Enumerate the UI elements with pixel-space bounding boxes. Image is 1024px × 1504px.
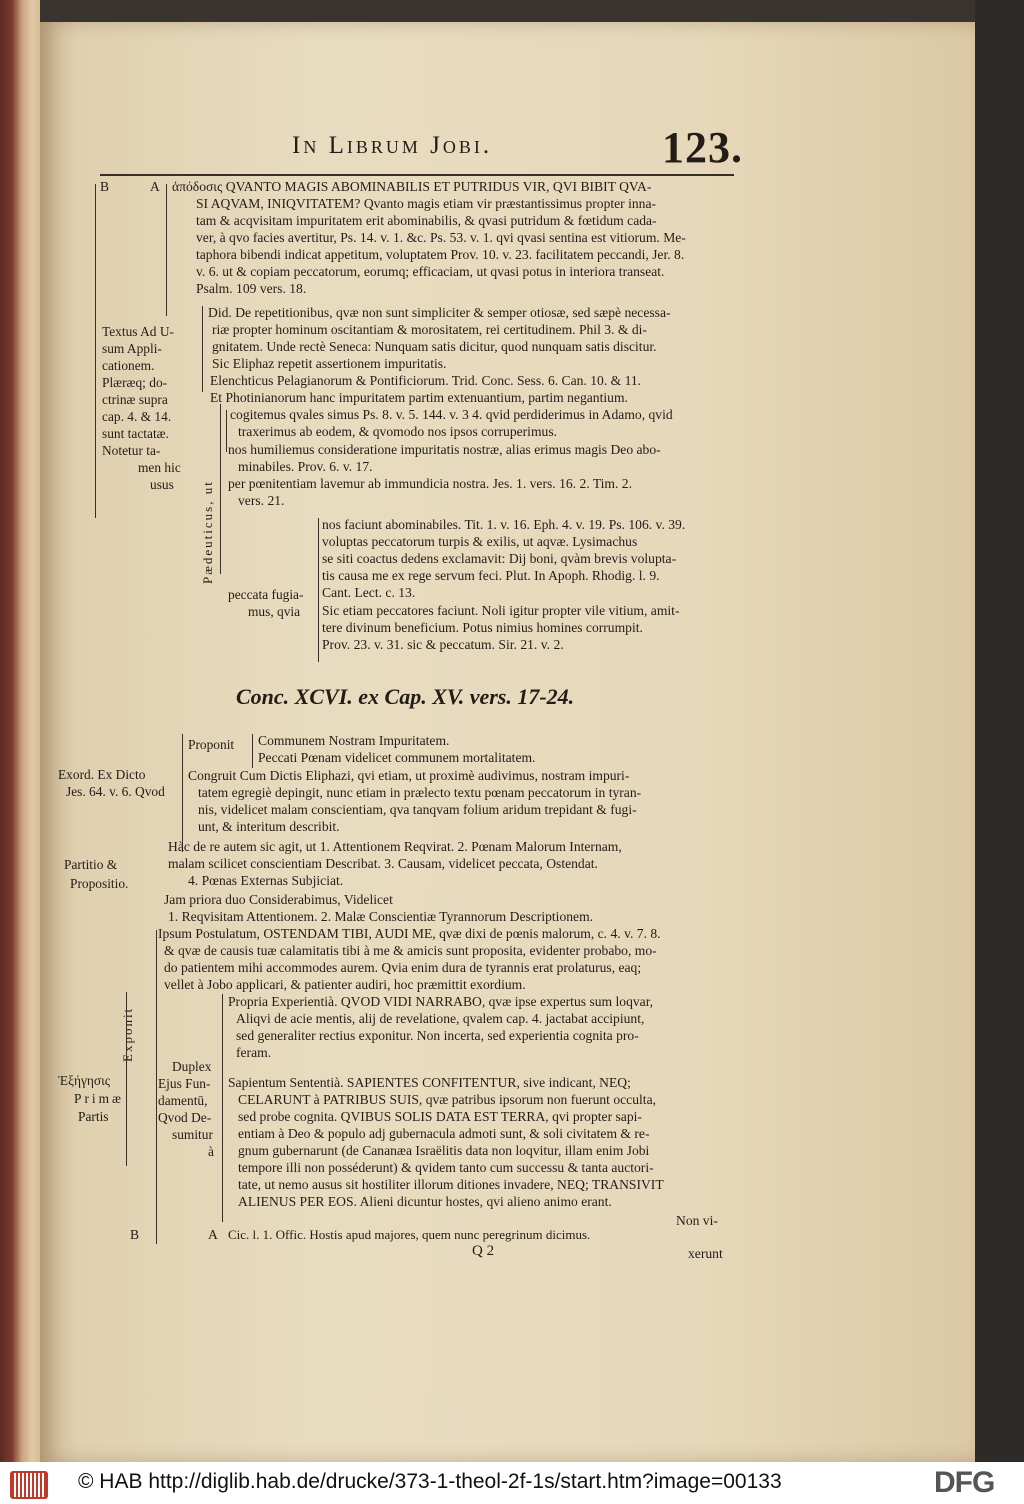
sapientum-line: sed probe cognita. QVIBUS SOLIS DATA EST TERRA, qvi propter sapi-: [238, 1109, 642, 1124]
paed-line: traxerimus ab eodem, & qvomodo nos ipsos corruperimus.: [238, 424, 558, 439]
proponit-item: Communem Nostram Impuritatem.: [258, 733, 450, 748]
margin-note: sum Appli-: [102, 341, 162, 356]
bracket-paed: [220, 404, 221, 574]
duplex-label: Qvod De-: [158, 1110, 212, 1125]
margin-note: Notetur ta-: [102, 443, 161, 458]
bottom-marker-b: B: [130, 1227, 140, 1242]
peccata-label: peccata fugia-: [228, 587, 304, 602]
header-rule: [100, 174, 734, 176]
jam-line: Jam priora duo Considerabimus, Videlicet: [164, 892, 393, 907]
sapientum-line: CELARUNT à PATRIBUS SUIS, qvæ patribus ipsorum non fuerunt occulta,: [238, 1092, 656, 1107]
section1-line: SI AQVAM, INIQVITATEM? Qvanto magis etiam vir præstantissimus propter inna-: [196, 196, 657, 211]
background-right: [975, 0, 1024, 1462]
exegesis-margin: Ἐξήγησις: [58, 1073, 111, 1088]
proponit-label: Proponit: [188, 737, 235, 752]
page-number: 123.: [662, 123, 743, 172]
congruit-line: Congruit Cum Dictis Eliphazi, qvi etiam, ut proximè audivimus, nostram impuri-: [188, 768, 630, 783]
section1-line: Psalm. 109 vers. 18.: [196, 281, 307, 296]
peccata-line: voluptas peccatorum turpis & exilis, ut aqvæ. Lysimachus: [322, 534, 638, 549]
ipsum-line: do patientem mihi accommodes aurem. Qvia enim dura de tyrannis erat prolaturus, eaq;: [164, 960, 642, 975]
signature-mark: Q 2: [472, 1243, 495, 1259]
peccata-line: Cant. Lect. c. 13.: [322, 585, 416, 600]
peccata-line: tere divinum beneficium. Potus nimius homines corrumpit.: [322, 620, 643, 635]
req-line: 1. Reqvisitam Attentionem. 2. Malæ Conscientiæ Tyrannorum Descriptionem.: [168, 909, 594, 924]
congruit-line: unt, & interitum describit.: [198, 819, 340, 834]
bracket-exponit: [126, 992, 127, 1166]
sapientum-line: tempore illi non posséderunt) & qvidem tanto cum successu & tanta auctori-: [238, 1160, 654, 1175]
sapientum-line: Sapientum Sententià. SAPIENTES CONFITENTUR, sive indicant, NEQ;: [228, 1075, 631, 1090]
footer-bar: [0, 1462, 1024, 1504]
partitio-margin: Partitio &: [64, 857, 118, 872]
marker-b: B: [100, 179, 110, 194]
peccata-label: mus, qvia: [248, 604, 301, 619]
margin-note: sunt tactatæ.: [102, 426, 169, 441]
peccata-line: tis causa me ex rege servum feci. Plut. In Apoph. Rhodig. l. 9.: [322, 568, 660, 583]
ipsum-line: & qvæ de causis tuæ calamitatis tibi à me & amicis sunt proposita, evidenter probabo, mo-: [164, 943, 657, 958]
bracket-proponit: [252, 734, 253, 768]
marker-a: A: [150, 179, 160, 194]
duplex-label: sumitur: [172, 1127, 213, 1142]
bracket-duplex: [222, 994, 223, 1222]
paed-line: per pœnitentiam lavemur ab immundicia nostra. Jes. 1. vers. 16. 2. Tim. 2.: [228, 476, 632, 491]
duplex-label: damentū,: [158, 1093, 208, 1108]
partitio-line: malam scilicet conscientiam Describat. 3. Causam, videlicet peccata, Ostendat.: [168, 856, 598, 871]
conc-title: Conc. XCVI. ex Cap. XV. vers. 17-24.: [236, 684, 575, 709]
sapientum-line: entiam à Deo & populo adj gubernacula admoti sunt, & soli civitatem & re-: [238, 1126, 650, 1141]
running-header: In Librum Jobi.: [292, 132, 493, 159]
margin-note: cap. 4. & 14.: [102, 409, 172, 424]
elench-line: Elenchticus Pelagianorum & Pontificiorum. Trid. Conc. Sess. 6. Can. 10. & 11.: [210, 373, 642, 388]
section1-line: ver, à qvo facies avertitur, Ps. 14. v. 1. &c. Ps. 53. v. 1. qvi qvasi sentina est vitiorum. Me-: [196, 230, 686, 245]
paed-line: cogitemus qvales simus Ps. 8. v. 5. 144. v. 3 4. qvid perdiderimus in Adamo, qvid: [230, 407, 673, 422]
catchword: xerunt: [688, 1246, 723, 1261]
cic-line: Cic. l. 1. Offic. Hostis apud majores, quem nunc peregrinum dicimus.: [228, 1227, 591, 1242]
propria-line: sed generaliter rectius exponitur. Non incerta, sed experientia cognita pro-: [236, 1028, 639, 1043]
section1-line: tam & acqvisitam impuritatem erit abominabilis, & qvasi putridum & fœtidum cada-: [196, 213, 657, 228]
exegesis-margin: Partis: [78, 1109, 109, 1124]
partitio-line: Hàc de re autem sic agit, ut 1. Attentionem Reqvirat. 2. Pœnam Malorum Internam,: [168, 839, 622, 854]
bracket-paed-1: [226, 410, 227, 452]
paed-line: vers. 21.: [238, 493, 285, 508]
bracket-ipsum: [156, 930, 157, 1244]
margin-note: ctrinæ supra: [102, 392, 168, 407]
paed-line: nos humiliemus consideratione impuritatis nostræ, alias erimus magis Deo abo-: [228, 442, 661, 457]
ipsum-line: vellet à Jobo applicari, & patienter audiri, hoc præmittit exordium.: [164, 977, 526, 992]
margin-note: men hic: [138, 460, 181, 475]
sapientum-line: gnum gubernarunt (de Cananæa Israëlitis data non loqvitur, illam enim Jobi: [238, 1143, 650, 1158]
paed-label: Pædeuticus, ut: [200, 480, 215, 584]
did-line: Sic Eliphaz repetit assertionem impuritatis.: [212, 356, 447, 371]
hab-barcode-icon: [10, 1471, 48, 1499]
exegesis-margin: Primæ: [74, 1091, 124, 1106]
peccata-line: Sic etiam peccatores faciunt. Noli igitur propter vile vitium, amit-: [322, 603, 680, 618]
partitio-margin: Propositio.: [70, 876, 129, 891]
bracket-exord: [182, 734, 183, 852]
proponit-item: Peccati Pœnam videlicet communem mortalitatem.: [258, 750, 536, 765]
peccata-line: se siti coactus dedens exclamavit: Dij boni, qvàm brevis volupta-: [322, 551, 677, 566]
adjacent-page-edge: [0, 0, 40, 1462]
footer-url[interactable]: © HAB http://diglib.hab.de/drucke/373-1-theol-2f-1s/start.htm?image=00133: [78, 1470, 782, 1493]
sapientum-line: tate, ut nemo ausus sit hostiliter illorum ditiones invadere, NEQ; TRANSIVIT: [238, 1177, 664, 1192]
book-page: [40, 22, 975, 1462]
bottom-marker-a: A: [208, 1227, 218, 1242]
partitio-line: 4. Pœnas Externas Subjiciat.: [188, 873, 344, 888]
sapientum-line: ALIENUS PER EOS. Alieni dicuntur hostes, qvi alieno animo erant.: [238, 1194, 612, 1209]
bracket-textus: [202, 306, 203, 392]
exponit-label: Exponit: [120, 1006, 135, 1062]
peccata-line: Prov. 23. v. 31. sic & peccatum. Sir. 21. v. 2.: [322, 637, 564, 652]
congruit-line: nis, videlicet malam conscientiam, qva tanqvam folium aridum trepidant & fugi-: [198, 802, 637, 817]
peccata-line: nos faciunt abominabiles. Tit. 1. v. 16. Eph. 4. v. 19. Ps. 106. v. 39.: [322, 517, 686, 532]
ipsum-line: Ipsum Postulatum, OSTENDAM TIBI, AUDI ME, qvæ dixi de pœnis malorum, c. 4. v. 7. 8.: [158, 926, 661, 941]
section1-line: ἀπόδοσις QVANTO MAGIS ABOMINABILIS ET PUTRIDUS VIR, QVI BIBIT QVA-: [172, 179, 652, 194]
margin-note: Textus Ad U-: [102, 324, 174, 339]
did-line: Did. De repetitionibus, qvæ non sunt simpliciter & semper otiosæ, sed sæpè necessa-: [208, 305, 671, 320]
duplex-label: Duplex: [172, 1059, 212, 1074]
margin-note: cationem.: [102, 358, 155, 373]
did-line: riæ propter hominum oscitantiam & morositatem, rei certitudinem. Phil 3. & di-: [212, 322, 647, 337]
propria-line: Propria Experientià. QVOD VIDI NARRABO, qvæ ipse expertus sum loqvar,: [228, 994, 654, 1009]
bracket-a: [166, 184, 167, 316]
propria-line: Aliqvi de acie mentis, alij de revelatione, qvalem cap. 4. jactabat accipiunt,: [236, 1011, 645, 1026]
bracket-peccata: [318, 518, 319, 662]
elench-line: Et Photinianorum hanc impuritatem partim extenuantium, partim negantium.: [210, 390, 628, 405]
duplex-label: Ejus Fun-: [158, 1076, 211, 1091]
non-vi: Non vi-: [676, 1213, 718, 1228]
paed-line: minabiles. Prov. 6. v. 17.: [238, 459, 373, 474]
section1-line: v. 6. ut & copiam peccatorum, eorumq; efficaciam, ut qvasi potus in interiora transeat.: [196, 264, 665, 279]
margin-note: Plæræq; do-: [102, 375, 168, 390]
congruit-line: tatem egregiè depingit, nunc etiam in prælecto textu pœnam peccatorum in tyran-: [198, 785, 642, 800]
duplex-label: à: [208, 1144, 214, 1159]
did-line: gnitatem. Unde rectè Seneca: Nunquam satis dicitur, quod nunquam satis discitur.: [212, 339, 657, 354]
exord-margin: Jes. 64. v. 6. Qvod: [66, 784, 165, 799]
dfg-logo: DFG: [934, 1466, 995, 1499]
propria-line: feram.: [236, 1045, 272, 1060]
exord-margin: Exord. Ex Dicto: [58, 767, 146, 782]
section1-line: taphora bibendi indicat appetitum, voluptatem Prov. 10. v. 23. facilitatem peccandi, Jer. 8.: [196, 247, 685, 262]
bracket-b: [95, 184, 96, 518]
margin-note: usus: [150, 477, 174, 492]
